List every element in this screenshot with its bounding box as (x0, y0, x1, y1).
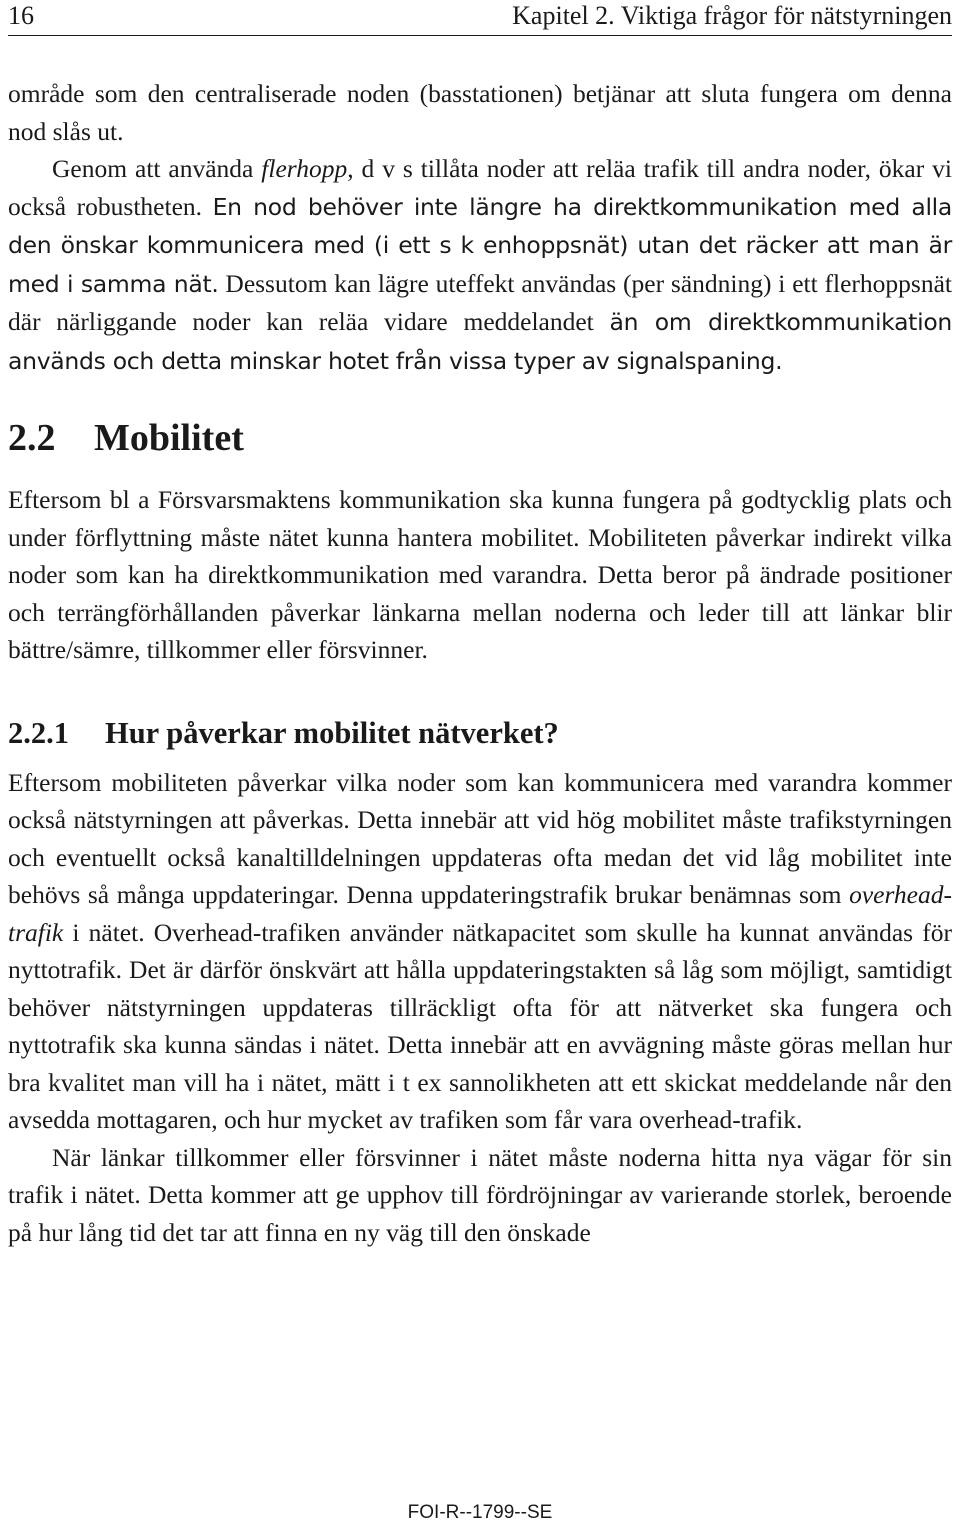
paragraph: område som den centraliserade noden (basstationen) betjänar att sluta fungera om denna nod slås ut. (8, 79, 952, 146)
text-run: En nod behöver inte längre ha direktkommunikation med alla den önskar kommunicera med (i ett s k enhoppsnät) utan det räcker att man är med i samma nät. (8, 192, 953, 298)
running-header (8, 0, 952, 36)
subsection-heading (8, 713, 952, 753)
term-overhead-trafik: overhead-trafik (8, 880, 952, 947)
page-number: 16 (8, 1, 34, 30)
section-title: Mobilitet (94, 417, 244, 459)
paragraph: Eftersom bl a Försvarsmaktens kommunikation ska kunna fungera på godtycklig plats och under förflyttning måste nätet kunna hantera mobilitet. Mobiliteten påverkar indirekt vilka noder som kan ha direktkommunikation med varandra. Detta beror på ändrade positioner och terrängförhållanden påverkar länkarna mellan noderna och leder till att länkar blir bättre/sämre, tillkommer eller försvinner. (8, 485, 952, 664)
paragraph (8, 150, 952, 380)
paragraph (8, 764, 952, 1139)
text-run: i nätet. Overhead-trafiken använder nätkapacitet som skulle ha kunnat användas för nyttotrafik. Det är därför önskvärt att hålla uppdateringstakten så låg som möjligt, samtidigt behöver nätstyrningen uppdateras tillräckligt ofta för att nätverket ska fungera och nyttotrafik ska kunna sändas i nätet. Detta innebär att en avvägning måste göras mellan hur bra kvalitet man vill ha i nätet, mätt i t ex sannolikheten att ett skickat meddelande når den avsedda mottagaren, och hur mycket av trafiken som får vara overhead-trafik. (8, 917, 952, 1134)
subsection-title: Hur påverkar mobilitet nätverket? (105, 715, 559, 750)
report-id-footer: FOI-R--1799--SE (407, 1502, 553, 1523)
section-number: 2.2 (8, 417, 56, 459)
chapter-title: Kapitel 2. Viktiga frågor för nätstyrningen (512, 1, 952, 30)
paragraph: När länkar tillkommer eller försvinner i nätet måste noderna hitta nya vägar för sin trafik i nätet. Detta kommer att ge upphov till fördröjningar av varierande storlek, beroende på hur lång tid det tar att finna en ny väg till den önskade (8, 1142, 952, 1247)
body-text (8, 75, 952, 1251)
section-heading (8, 416, 952, 460)
header-rule (8, 35, 952, 36)
text-run: Genom att använda (52, 154, 262, 183)
text-run: Eftersom mobiliteten påverkar vilka noder som kan kommunicera med varandra kommer också nätstyrningen att påverkas. Detta innebär att vid hög mobilitet måste trafikstyrningen och eventuellt också kanaltilldelningen uppdateras ofta medan det vid låg mobilitet inte behövs så många uppdateringar. Denna uppdateringstrafik brukar benämnas som (8, 767, 952, 909)
text-run: Dessutom kan lägre uteffekt användas (per sändning) i ett flerhoppsnät där närliggande noder kan reläa vidare meddelandet (8, 268, 952, 336)
text-run: än om direktkommunikation används och detta minskar hotet från vissa typer av signalspaning. (8, 308, 952, 375)
text-run: , d v s tillåta noder att reläa trafik till andra noder, ökar vi också robustheten. (8, 154, 952, 221)
subsection-number: 2.2.1 (8, 715, 69, 750)
term-flerhopp: flerhopp (261, 154, 348, 183)
